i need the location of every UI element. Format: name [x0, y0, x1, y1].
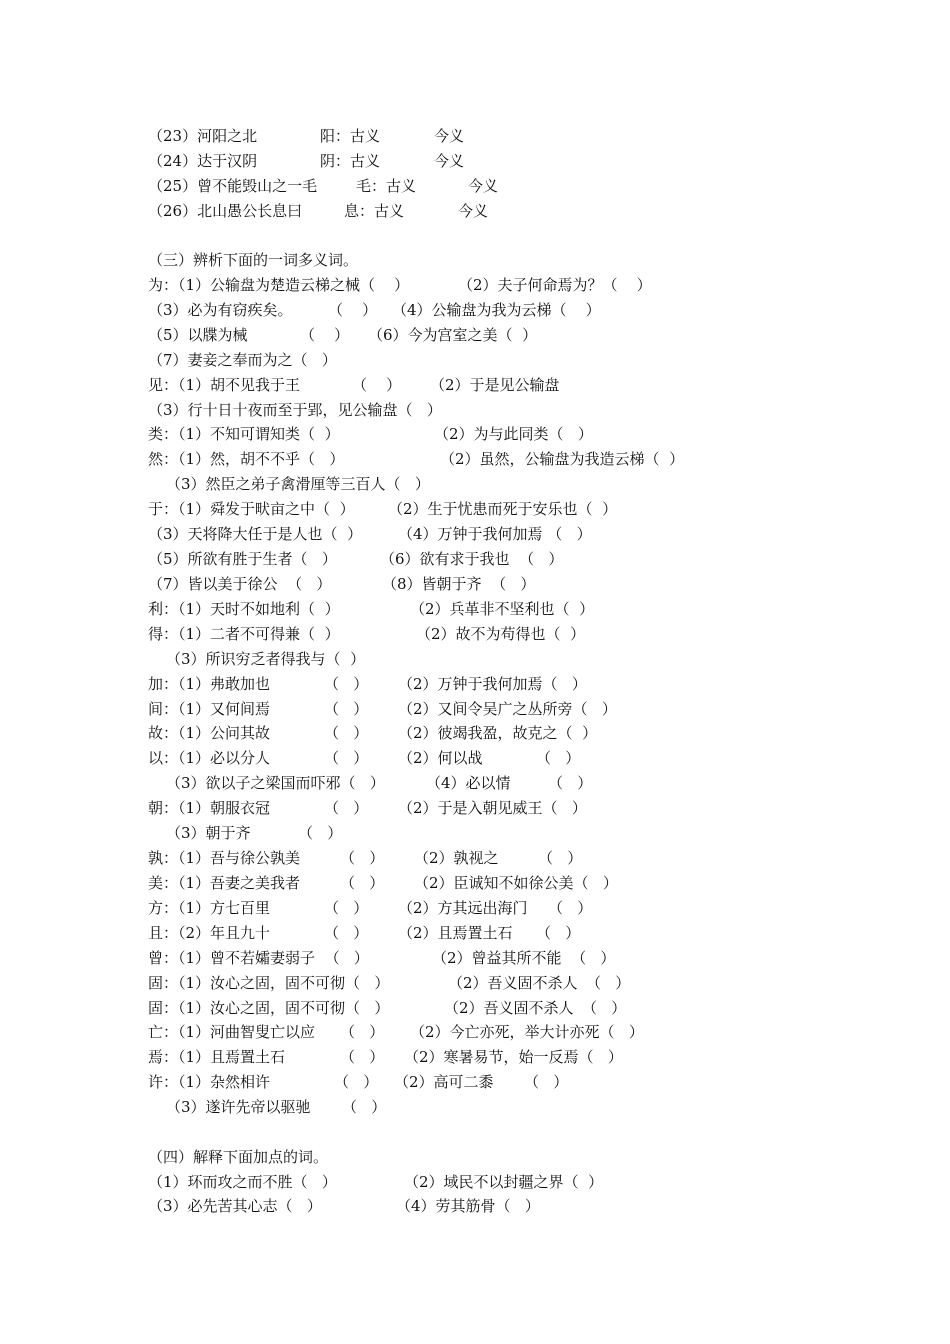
exercise-line [148, 921, 581, 945]
line-text: （四）解释下面加点的词。 [148, 1148, 329, 1166]
line-text: （ ） [324, 749, 369, 767]
exercise-line [148, 547, 564, 571]
line-text: （ ） [328, 301, 378, 319]
line-text: （2）曾益其所不能 （ ） [432, 949, 616, 967]
line-text: （ ） [324, 724, 369, 742]
line-text: （1）环而攻之而不胜（ ） [148, 1173, 337, 1191]
exercise-line [148, 796, 587, 820]
line-text: （8）皆朝于齐 （ ） [382, 575, 536, 593]
line-text: 曾：（1）曾不若孀妻弱子 （ ） [148, 949, 369, 967]
line-text: （ ） [536, 924, 581, 942]
line-text: （ ） [298, 824, 343, 842]
exercise-line [148, 572, 536, 596]
line-text: 阳：古义 [320, 127, 381, 145]
line-text: 故：（1）公问其故 [148, 724, 271, 742]
vocab-line-24 [148, 149, 465, 173]
line-text: （3）必为有窃疾矣。 [148, 301, 293, 319]
line-text: 固：（1）汝心之固，固不可彻（ ） [148, 974, 390, 992]
line-text: （ ） [324, 799, 369, 817]
line-text: （ ） [324, 700, 369, 718]
exercise-line [148, 447, 685, 471]
exercise-line [148, 472, 430, 496]
exercise-line [148, 373, 560, 397]
exercise-line [148, 896, 593, 920]
section-heading [148, 248, 359, 272]
line-text: 美：（1）吾妻之美我者 [148, 874, 301, 892]
line-text: 息：古义 [344, 202, 405, 220]
line-text: （三）辨析下面的一词多义词。 [148, 251, 359, 269]
line-text: （7）皆以美于徐公 （ ） [148, 575, 332, 593]
line-text: （2）于是入朝见威王（ ） [398, 799, 587, 817]
line-text: （ ） [548, 899, 593, 917]
exercise-line [148, 497, 618, 521]
line-text: （2）高可二黍 [394, 1073, 494, 1091]
exercise-line [148, 971, 631, 995]
line-text: （6）欲有求于我也 （ ） [380, 550, 564, 568]
line-text: （2）域民不以封疆之界（ ） [404, 1173, 604, 1191]
line-text: （2）万钟于我何加焉（ ） [398, 675, 587, 693]
vocab-line-25 [148, 174, 499, 198]
exercise-line [148, 348, 337, 372]
exercise-line [148, 846, 583, 870]
exercise-line [148, 1095, 387, 1119]
line-text: （4）万钟于我何加焉 （ ） [398, 525, 592, 543]
line-text: 间：（1）又何间焉 [148, 700, 271, 718]
line-text: （2）孰视之 [414, 849, 499, 867]
line-text: （3）遂许先帝以驱驰 [166, 1098, 311, 1116]
exercise-line [148, 1170, 604, 1194]
line-text: （ ） [582, 999, 627, 1017]
line-text: 为：（1）公输盘为楚造云梯之械（ ） [148, 276, 410, 294]
line-text: （6）今为宫室之美（ ） [368, 326, 538, 344]
line-text: （ ） [340, 874, 385, 892]
line-text: （ ） [586, 974, 631, 992]
exercise-line [148, 771, 593, 795]
line-text: （ ） [324, 924, 369, 942]
exercise-line [148, 1194, 540, 1218]
line-text: 类：（1）不知可谓知类（ ） [148, 425, 340, 443]
line-text: （24）达于汉阴 [148, 152, 258, 170]
exercise-line [148, 597, 595, 621]
line-text: （3）欲以子之梁国而吓邪（ ） [166, 774, 385, 792]
line-text: （ ） [340, 1023, 385, 1041]
line-text: （2）故不为苟得也（ ） [416, 625, 586, 643]
line-text: 见：（1）胡不见我于王 [148, 376, 301, 394]
exercise-line [148, 871, 618, 895]
exercise-line [148, 697, 617, 721]
line-text: 今义 [434, 152, 465, 170]
exercise-line [148, 721, 598, 745]
line-text: （5）以牒为械 [148, 326, 248, 344]
exercise-line [148, 746, 581, 770]
line-text: （ ） [300, 326, 350, 344]
line-text: 利：（1）天时不如地利（ ） [148, 600, 340, 618]
line-text: （25）曾不能毁山之一毛 [148, 177, 318, 195]
line-text: 得：（1）二者不可得兼（ ） [148, 625, 340, 643]
line-text: （2）兵革非不坚利也（ ） [410, 600, 595, 618]
exercise-line [148, 422, 593, 446]
line-text: 孰：（1）吾与徐公孰美 [148, 849, 301, 867]
vocab-line-23 [148, 124, 465, 148]
exercise-line [148, 647, 366, 671]
line-text: （5）所欲有胜于生者（ ） [148, 550, 337, 568]
line-text: （2）生于忧患而死于安乐也（ ） [388, 500, 618, 518]
line-text: （3）朝于齐 [166, 824, 251, 842]
line-text: 焉：（1）且焉置土石 [148, 1048, 286, 1066]
line-text: （2）且焉置土石 [398, 924, 513, 942]
exercise-line [148, 1070, 569, 1094]
line-text: 今义 [468, 177, 499, 195]
line-text: （2）臣诚知不如徐公美（ ） [414, 874, 618, 892]
line-text: （23）河阳之北 [148, 127, 258, 145]
section-heading [148, 1145, 329, 1169]
exercise-line [148, 273, 652, 297]
exercise-line [148, 1045, 623, 1069]
line-text: （2）于是见公输盘 [430, 376, 560, 394]
exercise-line [148, 996, 627, 1020]
exercise-line [148, 398, 442, 422]
line-text: （4）劳其筋骨（ ） [396, 1197, 540, 1215]
line-text: 亡：（1）河曲智叟亡以应 [148, 1023, 316, 1041]
line-text: 加：（1）弗敢加也 [148, 675, 271, 693]
line-text: （3）所识穷乏者得我与（ ） [166, 650, 366, 668]
line-text: （ ） [342, 1098, 387, 1116]
line-text: （ ） [536, 749, 581, 767]
line-text: （2）又间令吴广之丛所旁（ ） [398, 700, 617, 718]
line-text: （3）必先苦其心志（ ） [148, 1197, 322, 1215]
line-text: （ ） [324, 675, 369, 693]
line-text: 今义 [458, 202, 489, 220]
line-text: （3）然臣之弟子禽滑厘等三百人（ ） [166, 475, 430, 493]
exercise-line [148, 946, 616, 970]
line-text: 以：（1）必以分人 [148, 749, 271, 767]
line-text: （2）何以战 [398, 749, 483, 767]
line-text: （2）为与此同类（ ） [434, 425, 593, 443]
line-text: （3）行十日十夜而至于郢，见公输盘（ ） [148, 401, 442, 419]
line-text: （4）必以情 [426, 774, 511, 792]
line-text: 固：（1）汝心之固，固不可彻（ ） [148, 999, 390, 1017]
line-text: （ ） [340, 1048, 385, 1066]
line-text: 方：（1）方七百里 [148, 899, 271, 917]
line-text: （2）虽然，公输盘为我造云梯（ ） [440, 450, 685, 468]
line-text: （ ） [334, 1073, 379, 1091]
line-text: 今义 [434, 127, 465, 145]
exercise-line [148, 522, 592, 546]
line-text: （2）寒暑易节，始一反焉（ ） [404, 1048, 623, 1066]
line-text: 阴：古义 [320, 152, 381, 170]
line-text: （ ） [352, 376, 402, 394]
exercise-line [148, 672, 587, 696]
exercise-line [148, 1020, 644, 1044]
line-text: （2）夫子何命焉为？（ ） [458, 276, 652, 294]
line-text: （3）天将降大任于是人也（ ） [148, 525, 363, 543]
line-text: （2）今亡亦死，举大计亦死（ ） [410, 1023, 644, 1041]
line-text: （2）方其远出海门 [398, 899, 528, 917]
line-text: 然：（1）然，胡不不乎（ ） [148, 450, 345, 468]
line-text: （2）吾义固不杀人 [444, 999, 574, 1017]
line-text: 许：（1）杂然相许 [148, 1073, 271, 1091]
line-text: （4）公输盘为我为云梯（ ） [392, 301, 601, 319]
exercise-line [148, 622, 586, 646]
line-text: （ ） [538, 849, 583, 867]
line-text: 朝：（1）朝服衣冠 [148, 799, 271, 817]
vocab-line-26 [148, 199, 489, 223]
line-text: 且：（2）年且九十 [148, 924, 271, 942]
exercise-line [148, 298, 601, 322]
line-text: （26）北山愚公长息曰 [148, 202, 303, 220]
line-text: 毛：古义 [356, 177, 417, 195]
line-text: （ ） [340, 849, 385, 867]
line-text: （ ） [324, 899, 369, 917]
exercise-line [148, 323, 538, 347]
line-text: （7）妻妾之奉而为之（ ） [148, 351, 337, 369]
exercise-line [148, 821, 343, 845]
line-text: （ ） [548, 774, 593, 792]
line-text: （2）吾义固不杀人 [448, 974, 578, 992]
line-text: （ ） [524, 1073, 569, 1091]
line-text: （2）彼竭我盈，故克之（ ） [398, 724, 598, 742]
line-text: 于：（1）舜发于畎亩之中（ ） [148, 500, 355, 518]
